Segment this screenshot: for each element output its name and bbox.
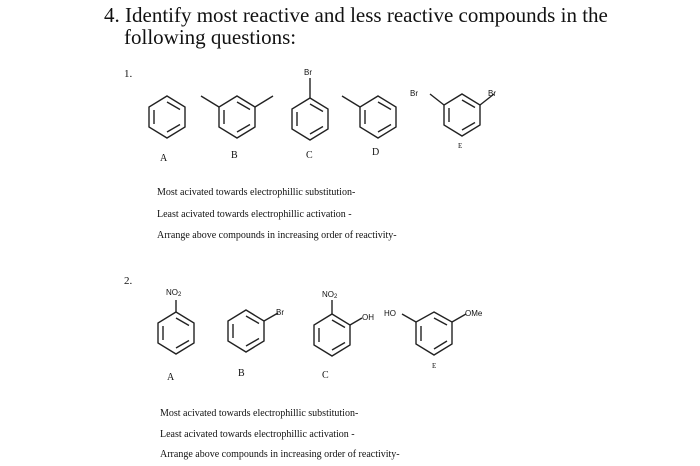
q1-e-bromo-right-label: Br	[488, 89, 496, 98]
q1-toluene-ring-d	[338, 80, 400, 142]
q2-label-a: A	[167, 372, 175, 383]
question-heading	[104, 4, 684, 48]
q1-xylene-ring-b	[197, 78, 277, 142]
q1-label-d: D	[372, 147, 380, 158]
heading-line-1: 4. Identify most reactive and less reactive compounds in the	[104, 3, 608, 27]
q2-c-hydroxy-label: OH	[362, 313, 374, 322]
q2-e-methoxy-label: OMe	[465, 309, 483, 318]
q1-prompt-least-activated: Least acivated towards electrophillic activation -	[157, 209, 352, 220]
question-1-number: 1.	[124, 68, 133, 80]
q1-prompt-arrange-order: Arrange above compounds in increasing order of reactivity-	[157, 230, 397, 241]
q2-prompt-most-activated: Most acivated towards electrophillic substitution-	[160, 408, 359, 419]
q1-dibromobenzene-ring-e	[428, 80, 496, 142]
q1-c-bromo-label: Br	[304, 68, 312, 77]
heading-line-2: following questions:	[124, 25, 297, 49]
q1-bromobenzene-ring-c	[286, 78, 334, 144]
q1-prompt-most-activated: Most acivated towards electrophillic substitution-	[157, 187, 356, 198]
q1-e-bromo-left-label: Br	[410, 89, 418, 98]
q1-label-c: C	[306, 150, 313, 161]
q2-c-nitro-label: NO2	[322, 290, 338, 300]
q2-prompt-least-activated: Least acivated towards electrophillic activation -	[160, 429, 355, 440]
q2-methoxyphenol-ring-e	[396, 304, 472, 364]
q2-nitrobenzene-ring-a	[152, 300, 200, 360]
q2-prompt-arrange-order: Arrange above compounds in increasing order of reactivity-	[160, 449, 400, 460]
q2-nitrophenol-ring-c	[302, 300, 372, 364]
q1-label-a: A	[160, 153, 168, 164]
q2-b-bromo-label: Br	[276, 308, 284, 317]
question-2-number: 2.	[124, 275, 133, 287]
q2-e-hydroxy-label: HO	[384, 309, 396, 318]
q2-label-b: B	[238, 368, 245, 379]
q2-label-e: E	[432, 362, 437, 370]
q2-label-c: C	[322, 370, 329, 381]
q1-benzene-ring-a	[143, 92, 191, 142]
q1-label-e: E	[458, 142, 463, 150]
q2-a-nitro-label: NO2	[166, 288, 182, 298]
q1-label-b: B	[231, 150, 238, 161]
